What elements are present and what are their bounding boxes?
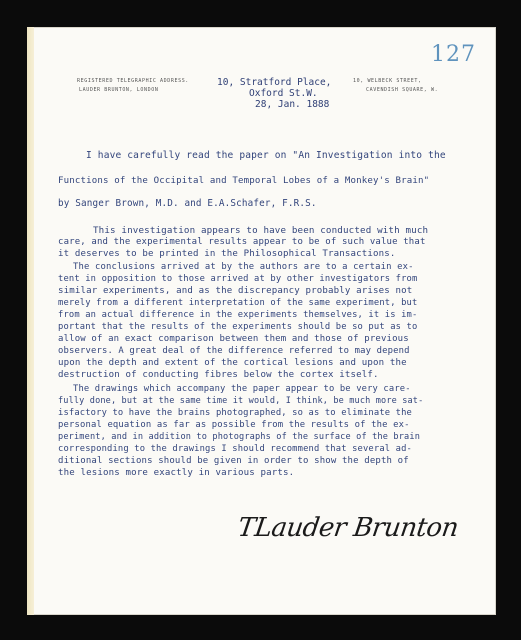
body-line: portant that the results of the experiments should be so put as to — [58, 322, 418, 332]
body-line: care, and the experimental results appear to be of such value that — [58, 237, 426, 247]
signature: TLauder Brunton — [235, 513, 461, 543]
address-line: Oxford St.W. — [249, 88, 318, 99]
body-line: the lesions more exactly in various parts. — [58, 468, 295, 478]
letterhead-line: REGISTERED TELEGRAPHIC ADDRESS. — [77, 78, 189, 84]
body-line: personal equation as far as possible from the results of the ex- — [58, 420, 410, 430]
body-line: by Sanger Brown, M.D. and E.A.Schafer, F.R.S. — [58, 198, 317, 209]
folio-number: 127 — [431, 42, 476, 67]
body-line: ditional sections should be given in order to show the depth of — [58, 456, 409, 466]
body-line: tent in opposition to those arrived at by other investigators from — [58, 274, 418, 284]
body-line: merely from a different interpretation of the same experiment, but — [58, 298, 418, 308]
body-line: destruction of conducting fibres below the cortex itself. — [58, 370, 379, 380]
letterhead-line: CAVENDISH SQUARE, W. — [366, 87, 439, 93]
letterhead-street — [353, 77, 438, 95]
body-line: allow of an exact comparison between them and those of previous — [58, 334, 409, 344]
body-line: This investigation appears to have been conducted with much — [93, 225, 429, 236]
body-line: corresponding to the drawings I should recommend that several ad- — [58, 444, 413, 454]
address-line: 10, Stratford Place, — [217, 77, 332, 88]
body-line: isfactory to have the brains photographed, so as to eliminate the — [58, 408, 413, 418]
letterhead-telegraphic — [77, 77, 189, 95]
letter-page — [27, 27, 496, 615]
body-line: similar experiments, and as the discrepancy probably arises not — [58, 286, 413, 296]
body-line: I have carefully read the paper on "An Investigation into the — [86, 150, 446, 161]
body-line: periment, and in addition to photographs of the surface of the brain — [58, 432, 421, 442]
body-line: it deserves to be printed in the Philosophical Transactions. — [58, 249, 396, 259]
body-line: observers. A great deal of the difference referred to may depend — [58, 346, 410, 356]
body-line: Functions of the Occipital and Temporal Lobes of a Monkey's Brain" — [58, 176, 430, 186]
paper-edge — [27, 27, 34, 615]
body-line: upon the depth and extent of the cortical lesions and upon the — [58, 358, 407, 368]
letterhead-line: 10, WELBECK STREET, — [353, 78, 422, 84]
body-line: The drawings which accompany the paper appear to be very care- — [73, 384, 411, 394]
letter-date: 28, Jan. 1888 — [255, 99, 330, 110]
sender-address — [217, 77, 337, 110]
body-line: The conclusions arrived at by the authors are to a certain ex- — [73, 262, 414, 272]
body-line: fully done, but at the same time it would, I think, be much more sat- — [58, 396, 424, 406]
letterhead-line: LAUDER BRUNTON, LONDON — [79, 87, 159, 93]
body-line: from an actual difference in the experiments themselves, it is im- — [58, 310, 418, 320]
